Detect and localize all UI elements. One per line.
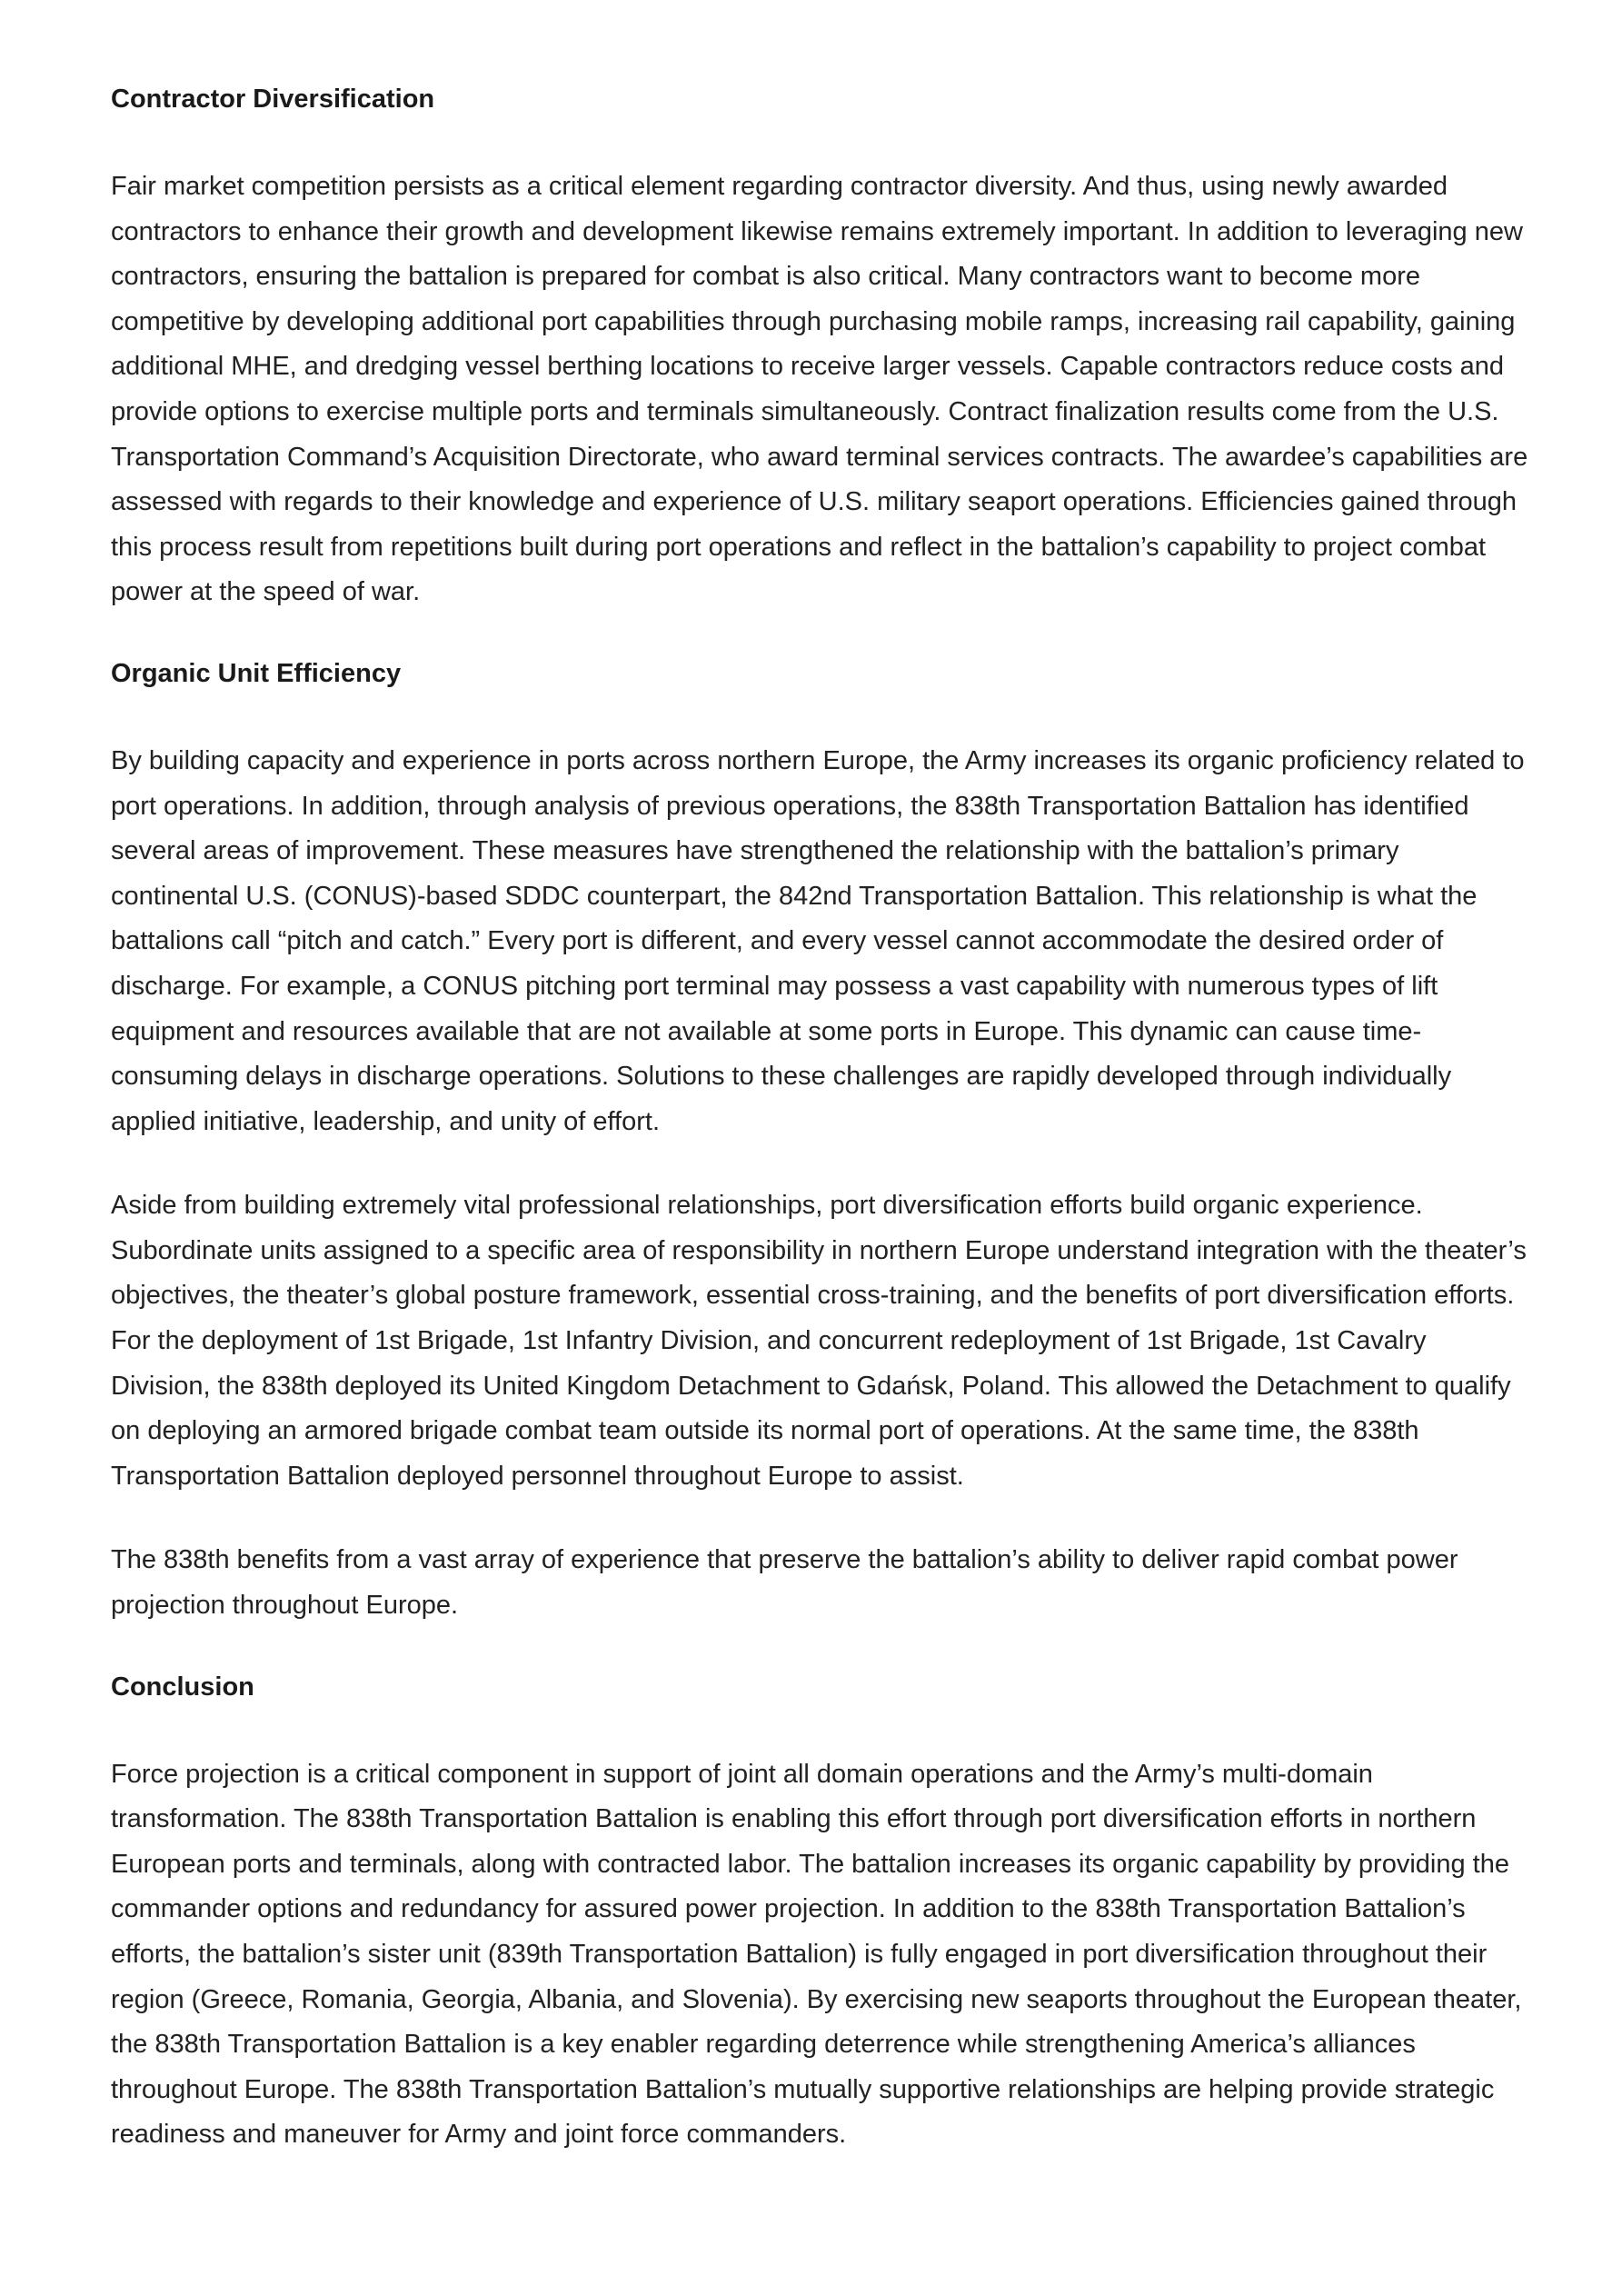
section-organic-unit-efficiency	[111, 654, 1528, 1629]
paragraph: The 838th benefits from a vast array of experience that preserve the battalion’s ability to deliver rapid combat power projection throughout Europe.	[111, 1545, 1458, 1621]
paragraph: Fair market competition persists as a critical element regarding contractor diversity. And thus, using newly awarded contractors to enhance their growth and development likewise remains extremely important. In addition to leveraging new contractors, ensuring the battalion is prepared for combat is also critical. Many contractors want to become more competitive by developing additional port capabilities through purchasing mobile ramps, increasing rail capability, gaining additional MHE, and dredging vessel berthing locations to receive larger vessels. Capable contractors reduce costs and provide options to exercise multiple ports and terminals simultaneously. Contract finalization results come from the U.S. Transportation Command’s Acquisition Directorate, who award terminal services contracts. The awardee’s capabilities are assessed with regards to their knowledge and experience of U.S. military seaport operations. Efficiencies gained through this process result from repetitions built during port operations and reflect in the battalion’s capability to project combat power at the speed of war.	[111, 172, 1528, 607]
document-page	[111, 80, 1528, 2197]
paragraph: Aside from building extremely vital professional relationships, port diversification efforts build organic experience. Subordinate units assigned to a specific area of responsibility in northern Europe understand integration with the theater’s objectives, the theater’s global posture framework, essential cross-training, and the benefits of port diversification efforts. For the deployment of 1st Brigade, 1st Infantry Division, and concurrent redeployment of 1st Brigade, 1st Cavalry Division, the 838th deployed its United Kingdom Detachment to Gdańsk, Poland. This allowed the Detachment to qualify on deploying an armored brigade combat team outside its normal port of operations. At the same time, the 838th Transportation Battalion deployed personnel throughout Europe to assist.	[111, 1191, 1527, 1491]
paragraph: Force projection is a critical component in support of joint all domain operations and the Army’s multi-domain transformation. The 838th Transportation Battalion is enabling this effort through port diversification efforts in northern European ports and terminals, along with contracted labor. The battalion increases its organic capability by providing the commander options and redundancy for assured power projection. In addition to the 838th Transportation Battalion’s efforts, the battalion’s sister unit (839th Transportation Battalion) is fully engaged in port diversification throughout their region (Greece, Romania, Georgia, Albania, and Slovenia). By exercising new seaports throughout the European theater, the 838th Transportation Battalion is a key enabler regarding deterrence while strengthening America’s alliances throughout Europe. The 838th Transportation Battalion’s mutually supportive relationships are helping provide strategic readiness and maneuver for Army and joint force commanders.	[111, 1759, 1522, 2150]
paragraph: By building capacity and experience in ports across northern Europe, the Army increases its organic proficiency related to port operations. In addition, through analysis of previous operations, the 838th Transportation Battalion has identified several areas of improvement. These measures have strengthened the relationship with the battalion’s primary continental U.S. (CONUS)-based SDDC counterpart, the 842nd Transportation Battalion. This relationship is what the battalions call “pitch and catch.” Every port is different, and every vessel cannot accommodate the desired order of discharge. For example, a CONUS pitching port terminal may possess a vast capability with numerous types of lift equipment and resources available that are not available at some ports in Europe. This dynamic can cause time-consuming delays in discharge operations. Solutions to these challenges are rapidly developed through individually applied initiative, leadership, and unity of effort.	[111, 745, 1525, 1136]
section-heading: Contractor Diversification	[111, 85, 435, 114]
section-conclusion	[111, 1668, 1528, 2158]
section-heading: Organic Unit Efficiency	[111, 658, 402, 688]
section-heading: Conclusion	[111, 1672, 254, 1702]
section-contractor-diversification	[111, 80, 1528, 615]
